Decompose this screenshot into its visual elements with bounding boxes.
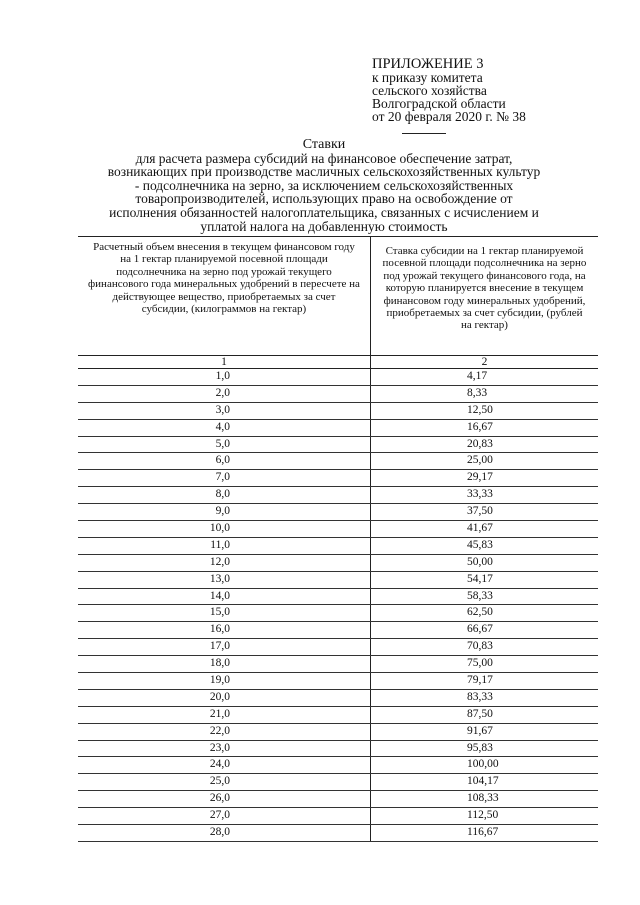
subsidy-rate-cell: 12,50 <box>467 403 493 416</box>
table-row <box>78 555 598 572</box>
table-row <box>78 589 598 606</box>
table-row <box>78 487 598 504</box>
appendix-heading: ПРИЛОЖЕНИЕ 3 <box>372 56 484 72</box>
subsidy-rate-cell: 116,67 <box>467 826 499 839</box>
subsidy-rate-cell: 108,33 <box>467 792 499 805</box>
subsidy-rate-cell: 45,83 <box>467 538 493 551</box>
table-header <box>78 237 598 356</box>
subsidy-rate-cell: 54,17 <box>467 572 493 585</box>
table-row <box>78 386 598 403</box>
fertilizer-volume-cell: 6,0 <box>78 453 371 469</box>
title-line: товаропроизводителей, использующих право на освобождение от <box>135 191 513 207</box>
fertilizer-volume-cell: 19,0 <box>78 673 371 689</box>
col2-header: Ставка субсидии на 1 гектар планируемой посевной площади подсолнечника на зерно под урожай текущего финансового года, на которую планируется внесение в текущем финансовом году минеральных удобрений, приобретаемых за счет субсидии, (рублей на гектар) <box>382 245 587 332</box>
subsidy-rate-cell: 75,00 <box>467 657 493 670</box>
table-row <box>78 639 598 656</box>
column-number-row <box>78 356 598 369</box>
subsidy-rate-cell: 50,00 <box>467 555 493 568</box>
subsidy-rate-cell: 25,00 <box>467 454 493 467</box>
subsidy-rate-cell: 104,17 <box>467 775 499 788</box>
table-row <box>78 724 598 741</box>
subsidy-rate-cell: 41,67 <box>467 522 493 535</box>
fertilizer-volume-cell: 18,0 <box>78 656 371 672</box>
table-row <box>78 504 598 521</box>
table-row <box>78 808 598 825</box>
table-row <box>78 470 598 487</box>
col1-number: 1 <box>78 356 371 368</box>
subsidy-rate-cell: 87,50 <box>467 707 493 720</box>
fertilizer-volume-cell: 25,0 <box>78 774 371 790</box>
title-line: возникающих при производстве масличных сельскохозяйственных культур <box>107 164 541 180</box>
col2-number: 2 <box>481 356 488 368</box>
table-row <box>78 420 598 437</box>
fertilizer-volume-cell: 1,0 <box>78 369 371 385</box>
fertilizer-volume-cell: 20,0 <box>78 690 371 706</box>
table-row <box>78 690 598 707</box>
appendix-date-line: от 20 февраля 2020 г. № 38 <box>372 109 526 124</box>
fertilizer-volume-cell: 15,0 <box>78 605 371 621</box>
fertilizer-volume-cell: 4,0 <box>78 420 371 436</box>
subsidy-rate-cell: 8,33 <box>467 386 488 399</box>
table-row <box>78 791 598 808</box>
title-line: - подсолнечника на зерно, за исключением сельскохозяйственных <box>134 177 514 193</box>
table-row <box>78 538 598 555</box>
appendix-rule <box>402 133 446 134</box>
fertilizer-volume-cell: 7,0 <box>78 470 371 486</box>
subsidy-rate-cell: 66,67 <box>467 623 493 636</box>
fertilizer-volume-cell: 22,0 <box>78 724 371 740</box>
subsidy-rate-cell: 29,17 <box>467 471 493 484</box>
table-row <box>78 453 598 470</box>
subsidy-rate-cell: 70,83 <box>467 640 493 653</box>
fertilizer-volume-cell: 5,0 <box>78 437 371 453</box>
fertilizer-volume-cell: 13,0 <box>78 572 371 588</box>
subsidy-rate-cell: 58,33 <box>467 589 493 602</box>
fertilizer-volume-cell: 21,0 <box>78 707 371 723</box>
fertilizer-volume-cell: 2,0 <box>78 386 371 402</box>
fertilizer-volume-cell: 26,0 <box>78 791 371 807</box>
subsidy-rate-cell: 33,33 <box>467 488 493 501</box>
subsidy-rate-cell: 62,50 <box>467 606 493 619</box>
fertilizer-volume-cell: 14,0 <box>78 589 371 605</box>
title-line: уплатой налога на добавленную стоимость <box>200 218 448 234</box>
table-body <box>78 369 598 842</box>
table-row <box>78 707 598 724</box>
rates-table <box>78 236 598 842</box>
fertilizer-volume-cell: 11,0 <box>78 538 371 554</box>
table-row <box>78 369 598 386</box>
appendix-line: к приказу комитета <box>372 70 483 85</box>
fertilizer-volume-cell: 17,0 <box>78 639 371 655</box>
title-line: исполнения обязанностей налогоплательщика, связанных с исчислением и <box>109 204 539 220</box>
title-main: Ставки <box>302 137 346 152</box>
fertilizer-volume-cell: 9,0 <box>78 504 371 520</box>
fertilizer-volume-cell: 12,0 <box>78 555 371 571</box>
document-title <box>70 138 578 233</box>
fertilizer-volume-cell: 16,0 <box>78 622 371 638</box>
table-row <box>78 521 598 538</box>
table-row <box>78 673 598 690</box>
subsidy-rate-cell: 79,17 <box>467 674 493 687</box>
subsidy-rate-cell: 91,67 <box>467 724 493 737</box>
table-row <box>78 403 598 420</box>
title-line: для расчета размера субсидий на финансовое обеспечение затрат, <box>135 150 513 166</box>
table-row <box>78 605 598 622</box>
fertilizer-volume-cell: 24,0 <box>78 757 371 773</box>
col1-header: Расчетный объем внесения в текущем финансовом году на 1 гектар планируемой посевной площади подсолнечника на зерно под урожай текущего финансового года минеральных удобрений в пересчете на действующее вещество, приобретаемых за счет субсидии, (килограммов на гектар) <box>78 237 371 355</box>
table-row <box>78 622 598 639</box>
appendix-line: Волгоградской области <box>372 96 506 111</box>
fertilizer-volume-cell: 28,0 <box>78 825 371 841</box>
fertilizer-volume-cell: 23,0 <box>78 741 371 757</box>
fertilizer-volume-cell: 10,0 <box>78 521 371 537</box>
subsidy-rate-cell: 83,33 <box>467 690 493 703</box>
subsidy-rate-cell: 20,83 <box>467 437 493 450</box>
subsidy-rate-cell: 16,67 <box>467 420 493 433</box>
subsidy-rate-cell: 4,17 <box>467 370 488 382</box>
table-row <box>78 825 598 842</box>
table-row <box>78 757 598 774</box>
table-row <box>78 656 598 673</box>
table-row <box>78 774 598 791</box>
fertilizer-volume-cell: 8,0 <box>78 487 371 503</box>
subsidy-rate-cell: 100,00 <box>467 758 499 771</box>
table-row <box>78 437 598 454</box>
table-row <box>78 572 598 589</box>
subsidy-rate-cell: 112,50 <box>467 809 499 822</box>
fertilizer-volume-cell: 3,0 <box>78 403 371 419</box>
table-row <box>78 741 598 758</box>
fertilizer-volume-cell: 27,0 <box>78 808 371 824</box>
subsidy-rate-cell: 37,50 <box>467 505 493 518</box>
appendix-line: сельского хозяйства <box>372 83 487 98</box>
appendix-block <box>372 58 622 134</box>
subsidy-rate-cell: 95,83 <box>467 741 493 754</box>
